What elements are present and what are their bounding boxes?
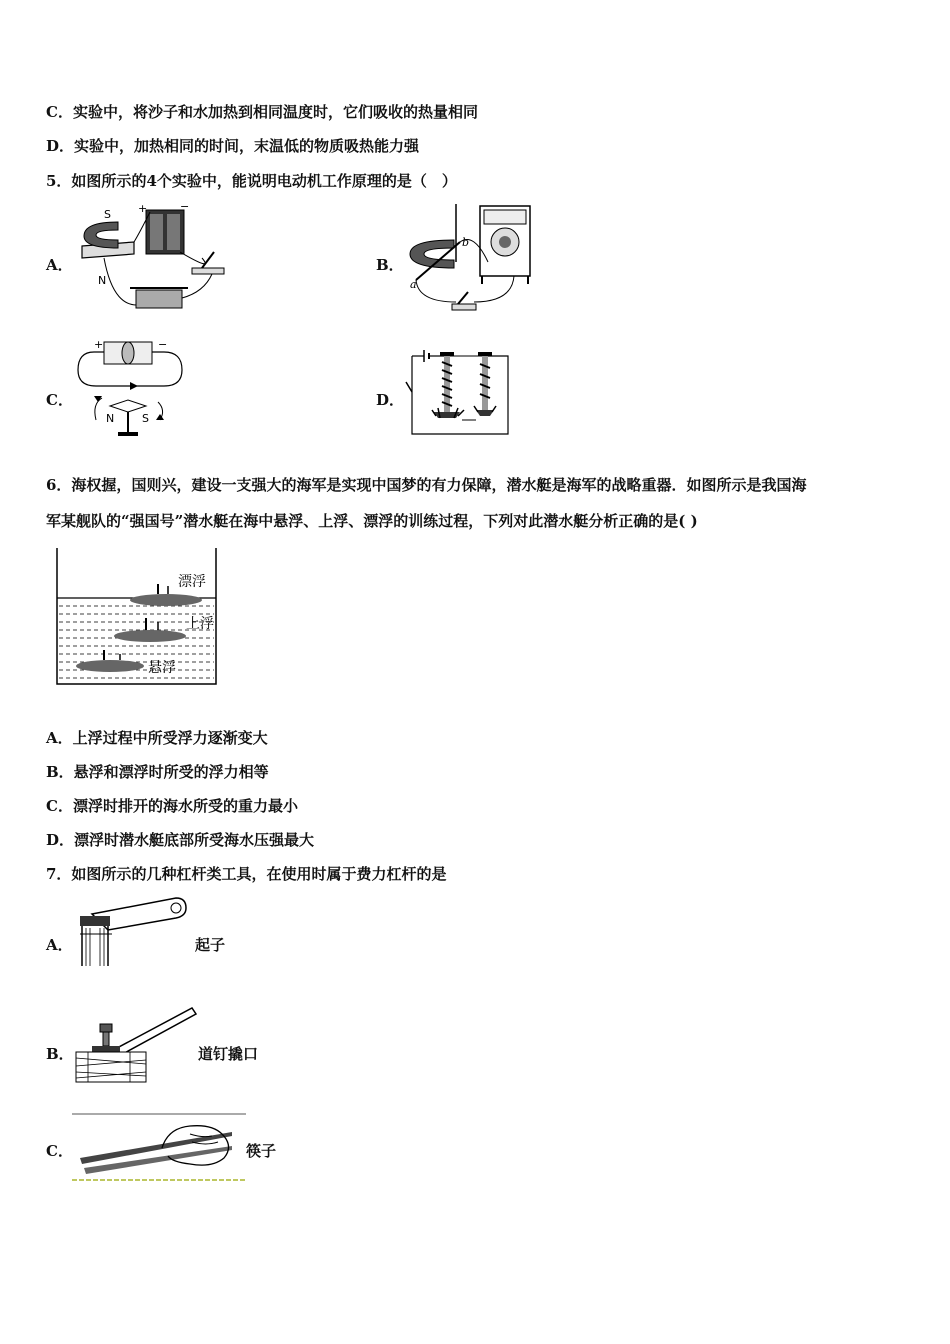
q7-label-a: A． (46, 936, 73, 954)
q7-caption-a: 起子 (195, 936, 226, 954)
q5-fig-c-minus: − (158, 338, 168, 351)
q5-figure-b (404, 202, 534, 314)
q5-label-c: C． (46, 391, 73, 409)
q6-label-rise: 上浮 (186, 616, 214, 632)
q5-fig-b-b-label: b (462, 236, 470, 249)
q5-stem: 5．如图所示的4个实验中，能说明电动机工作原理的是（ ） (46, 172, 457, 190)
q5-fig-a-n-label: N (98, 274, 107, 287)
q5-figure-d (404, 346, 514, 438)
q5-fig-a-plus: + (138, 202, 148, 215)
q6-option-a: A．上浮过程中所受浮力逐渐变大 (46, 729, 268, 747)
q6-option-c: C．漂浮时排开的海水所受的重力最小 (46, 797, 298, 815)
q4-option-d: D．实验中，加热相同的时间，末温低的物质吸热能力强 (46, 137, 420, 155)
q6-option-d: D．漂浮时潜水艇底部所受海水压强最大 (46, 831, 315, 849)
q5-fig-a-minus: − (180, 202, 190, 213)
q7-stem: 7．如图所示的几种杠杆类工具，在使用时属于费力杠杆的是 (46, 865, 447, 883)
q7-figure-bottle-opener (72, 894, 188, 970)
q5-fig-b-a-label: a (410, 278, 417, 291)
q5-label-a: A． (46, 256, 73, 274)
q4-option-c: C．实验中，将沙子和水加热到相同温度时，它们吸收的热量相同 (46, 103, 478, 121)
q7-label-b: B． (46, 1045, 74, 1063)
q5-fig-a-s-label: S (104, 208, 111, 221)
q6-label-suspend: 悬浮 (148, 660, 176, 676)
q6-label-float: 漂浮 (178, 574, 206, 590)
q6-figure-submarine (54, 546, 220, 688)
q5-fig-c-s-label: S (142, 412, 149, 425)
q7-figure-chopsticks (72, 1112, 248, 1184)
q6-stem-line1: 6．海权握，国则兴，建设一支强大的海军是实现中国梦的有力保障，潜水艇是海军的战略重器．如图所示是我国海 (46, 476, 807, 494)
q5-fig-c-n-label: N (106, 412, 115, 425)
q6-stem-line2: 军某舰队的“强国号”潜水艇在海中悬浮、上浮、漂浮的训练过程，下列对此潜水艇分析正确的是( ) (46, 512, 698, 530)
q5-figure-a (74, 202, 234, 318)
q5-figure-c (74, 336, 186, 440)
q5-label-d: D． (376, 391, 405, 409)
q7-caption-b: 道钉撬口 (198, 1045, 259, 1063)
q7-caption-c: 筷子 (246, 1142, 277, 1160)
q5-label-b: B． (376, 256, 404, 274)
q6-option-b: B．悬浮和漂浮时所受的浮力相等 (46, 763, 269, 781)
q7-figure-rail-crowbar (72, 1002, 198, 1088)
q7-label-c: C． (46, 1142, 73, 1160)
q5-fig-c-plus: + (94, 338, 104, 351)
